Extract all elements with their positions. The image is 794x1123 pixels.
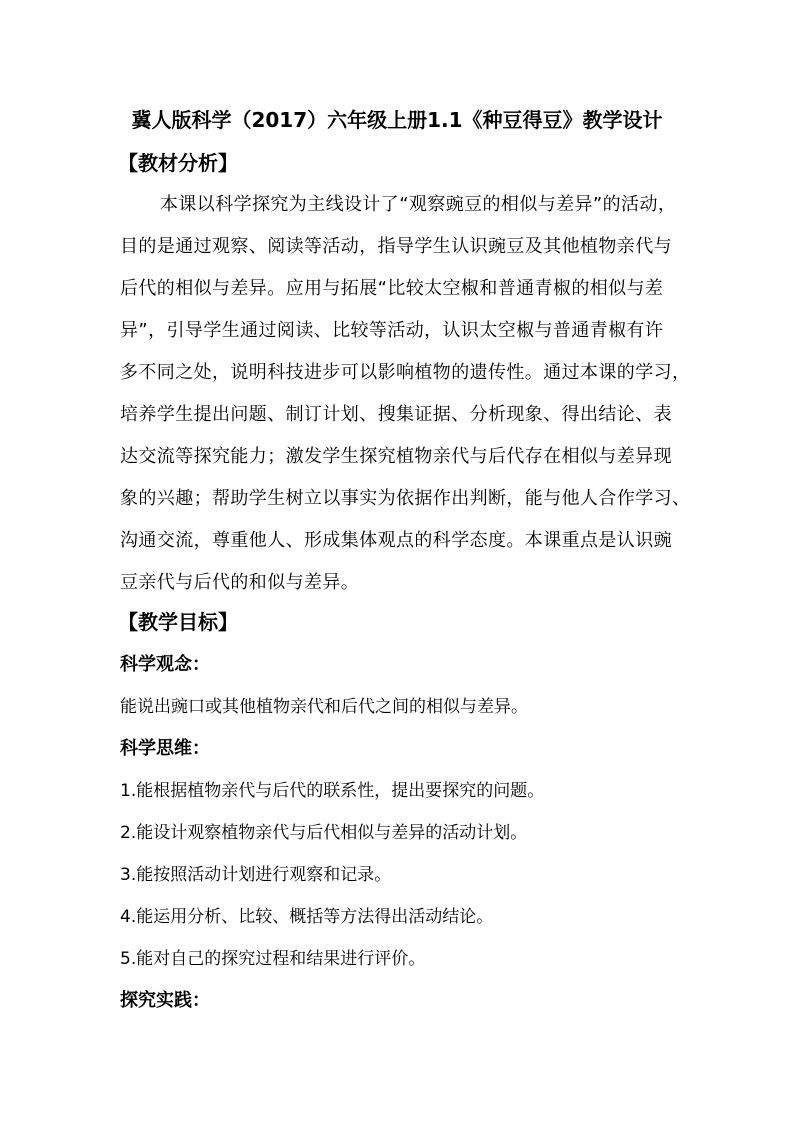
- paragraph-line: 沟通交流，尊重他人、形成集体观点的科学态度。本课重点是认识豌: [120, 530, 672, 551]
- subheading-scientific-concepts: 科学观念：: [120, 654, 210, 675]
- paragraph-line: 后代的相似与差异。应用与拓展“比较太空椒和普通青椒的相似与差: [120, 278, 664, 299]
- section-heading-textbook-analysis: 【教材分析】: [118, 151, 238, 175]
- objective-item: 5.能对自己的探究过程和结果进行评价。: [120, 949, 426, 969]
- subheading-scientific-thinking: 科学思维：: [120, 738, 210, 759]
- paragraph-line: 培养学生提出问题、制订计划、搜集证据、分析现象、得出结论、表: [120, 404, 672, 425]
- objective-item: 1.能根据植物亲代与后代的联系性，提出要探究的问题。: [120, 781, 545, 801]
- paragraph-line: 多不同之处，说明科技进步可以影响植物的遗传性。通过本课的学习，: [120, 362, 691, 383]
- paragraph-line: 本课以科学探究为主线设计了“观察豌豆的相似与差异”的活动，: [160, 194, 677, 215]
- objective-item: 2.能设计观察植物亲代与后代相似与差异的活动计划。: [120, 823, 528, 843]
- document-title: 冀人版科学（2017）六年级上册1.1《种豆得豆》教学设计: [131, 108, 663, 132]
- paragraph-line: 达交流等探究能力；激发学生探究植物亲代与后代存在相似与差异现: [120, 446, 672, 467]
- objective-item: 4.能运用分析、比较、概括等方法得出活动结论。: [120, 907, 494, 927]
- paragraph-line: 目的是通过观察、阅读等活动，指导学生认识豌豆及其他植物亲代与: [120, 236, 672, 257]
- paragraph-line: 豆亲代与后代的和似与差异。: [120, 572, 360, 593]
- section-heading-teaching-objectives: 【教学目标】: [118, 610, 238, 634]
- objective-item: 能说出豌口或其他植物亲代和后代之间的相似与差异。: [120, 697, 528, 717]
- subheading-inquiry-practice: 探究实践：: [120, 990, 210, 1011]
- paragraph-line: 象的兴趣；帮助学生树立以事实为依据作出判断，能与他人合作学习、: [120, 488, 691, 509]
- paragraph-line: 异”，引导学生通过阅读、比较等活动，认识太空椒与普通青椒有许: [120, 320, 664, 341]
- objective-item: 3.能按照活动计划进行观察和记录。: [120, 865, 392, 885]
